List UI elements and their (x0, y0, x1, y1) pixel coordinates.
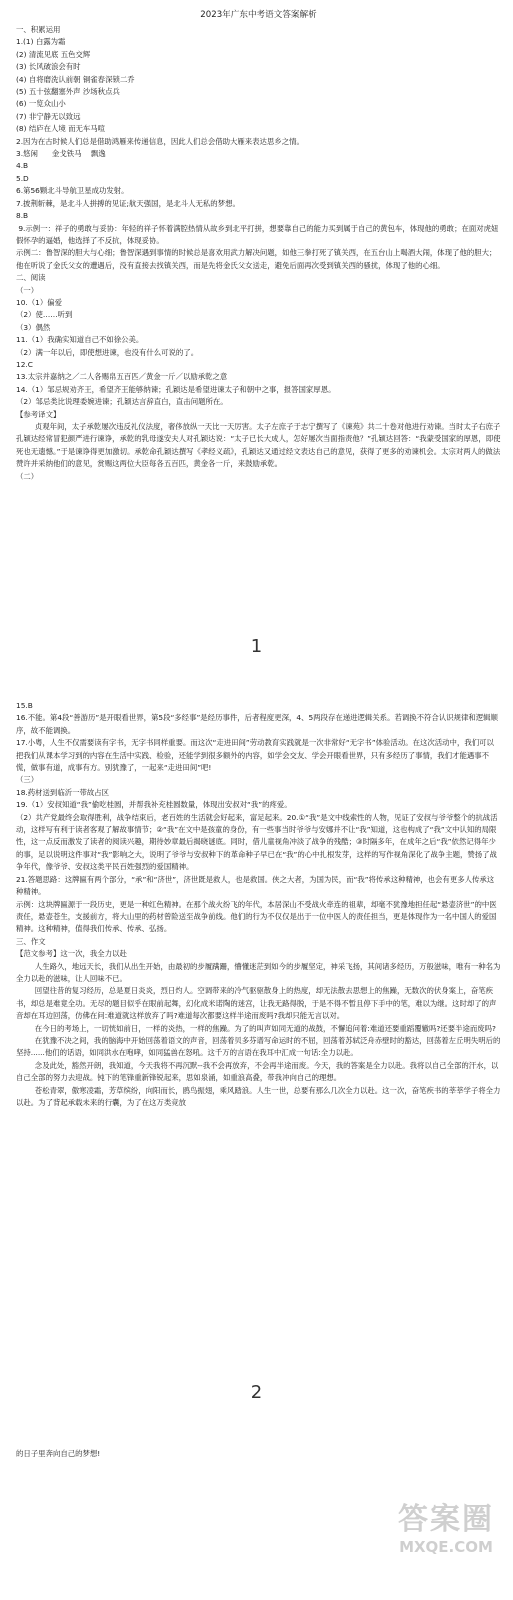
page-1-lines (16, 24, 501, 483)
text-line: 人生路久，地远天长，我们从出生开始，由最初的步履蹒跚，懵懂迷茫到如今的步履坚定，神采飞扬，其间诸多经历，万般滋味，唯有一种名为全力以赴的滋味，让人回味不已。 (16, 961, 501, 983)
text-line: (8) 结庐在人境 而无车马喧 (16, 124, 106, 134)
text-line: （二） (16, 471, 39, 481)
site-watermark (391, 1502, 501, 1592)
page-3-lines (16, 1448, 501, 1460)
document-page-3 (0, 1448, 513, 1600)
watermark-logo-text: 答案圈 (398, 1502, 494, 1537)
text-line: 回望往昔的复习经历，总是夏日炎炎，烈日灼人。空调带来的冷气驱驱散身上的热度，却无法散去思想上的焦躁，无数次的伏身案上，奋笔疾书，却总是难竟全功。无尽的题目似乎在眼前起舞，幻化成米诺陶的迷宫，让我无路得脱，于是不得不暂且停下手中的笔，难以为继。这时却了的声音却在耳边回荡，仿佛在问:难道就这样放弃了吗?难道每次都要这样半途而废吗?我却只能无言以对。 (16, 986, 497, 1021)
text-line: 6.第56颗北斗导航卫星成功发射。 (16, 186, 129, 196)
text-line: 19.（1）安叔知道“我”偷吃桂圆，并帮我补充桂圆数量，体现出安叔对“我”的疼爱。 (16, 800, 292, 810)
text-line: （2）满一年以后，即使想进谏，也没有什么可说的了。 (16, 347, 199, 357)
text-line: (6) 一览众山小 (16, 99, 66, 109)
text-line: 10.（1）偏爱 (16, 297, 63, 307)
text-line: 18.药材送到临沂一带故占区 (16, 787, 110, 797)
text-line: 【范文参考】这一次，我全力以赴 (16, 949, 127, 959)
text-line: 【参考译文】 (16, 409, 61, 419)
page-2-lines (16, 700, 501, 1109)
text-line: 念及此处，豁然开朗，我知道，今天我将不再沉默--我不会再放弃，不会再半途而废。今天，我的答案是全力以赴。我将以自己全部的汗水，以自己全部的努力去迎战。钝下的笔锋重新锋锐起来，思如泉涌，如重浪高叠，带我冲向自己的理想。 (16, 1060, 499, 1083)
text-line: 苍松青翠，傲寒凌霜，芳草缤纷，向阳而长，鸥鸟振翅，乘风踏浪。人生一世，总要有那么几次全力以赴。这一次，奋笔疾书的莘莘学子将全力以赴。为了背起承载未来的行囊，为了在这万类竞放 (16, 1085, 501, 1107)
text-line: (5) 五十弦翻塞外声 沙场秋点兵 (16, 87, 120, 97)
text-line: 15.B (16, 701, 33, 710)
text-line: 7.披荆斩棘，是北斗人拼搏的见证;航天强国，是北斗人无私的梦想。 (16, 198, 240, 208)
text-line: 在犹豫不决之间，我的脑海中开始回荡着语文的声音，回荡着贝多芬谱写命运时的不屈，回荡着苏轼泛舟赤壁时的豁达，回荡着左丘明失明后的坚持......他们的话语，如同洪水在咆哮，如同猛兽在怒吼。这千万的言语在我耳中汇成一句话:全力以赴。 (16, 1035, 501, 1058)
text-line: 11.（1）我确实知道自己不如徐公美。 (16, 335, 144, 345)
text-line: (3) 长风破浪会有时 (16, 62, 81, 72)
watermark-url-text: MXQE.COM (399, 1538, 493, 1556)
text-line: 4.B (16, 161, 29, 171)
text-line: 三、作文 (16, 936, 46, 946)
text-line: 8.B (16, 211, 29, 221)
text-line: 贞观年间，太子承乾屡次违反礼仪法度，奢侈放纵一天比一天厉害。太子左庶子于志宁撰写了《谏苑》共二十卷对他进行劝谏。当时太子右庶子孔颖达经常冒犯颜严进行谏诤，承乾的乳母遂安夫人对孔颖达说：“太子已长大成人，怎好屡次当面指责他？”孔颖达回答：“我蒙受国家的厚恩，即使死也无遗憾。”于是谏诤得更加激切。承乾命孔颖达撰写《孝经义疏》，孔颖达又通过经文表达自己的意见，获得了更多的劝谏机会。太宗对两人的做法赞许并采纳他们的意见，赏赐这两位大臣每各五百匹，黄金各一斤，来鼓励承乾。 (16, 422, 501, 469)
page-1-body (0, 8, 513, 483)
text-line: （2）使……听到 (16, 310, 73, 320)
text-line: 在今日的考场上，一切恍如前日，一样的炎热，一样的焦躁。为了的叫声如同无道的战鼓，不懈追问着:难道还要重蹈覆辙吗?还要半途而废吗? (16, 1023, 496, 1033)
text-line: 3.悠闲 金戈铁马 飘逸 (16, 149, 106, 159)
page-number-2: 2 (250, 1382, 263, 1403)
text-line: (4) 自将磨洗认前朝 铜雀春深锁二乔 (16, 74, 135, 84)
text-line: 17.小粤，人生不仅需要读有字书，无字书同样重要。而这次“走进田间”劳动教育实践就是一次非常好“无字书”体验活动。在这次活动中，我们可以把我们从课本学习到的内容在生活中实践、检验，还能学到很多额外的内容，如学会交友、学会开眼看世界，只有多经历了事情，我们才能遇事不慌，做事有道，成事有方。别犹豫了，一起来“走进田间”吧! (16, 738, 494, 773)
text-line: 12.C (16, 359, 33, 369)
text-line: （2）共产党最终会取得胜利，战争结束后，老百姓的生活就会好起来，富足起来。20.①“我”是文中线索性的人物，见证了安叔与爷爷整个的抗战活动，这样写有利于读者客观了解故事情节；②“我”在文中是孩童的身份，有一些事当时爷爷与安娜并不让“我”知道，这也构成了“我”文中认知的局限性，这一点反而激发了读者的阅读兴趣，期待妙章最后揭晓谜底。同时，借儿童视角冲淡了战争的残酷；③时隔多年，在成年之后“我”依然记得年少的事，足以说明这件事对“我”影响之大，说明了爷爷与安叔种下的革命种子早已在“我”的心中扎根发芽，这样的写作视角深化了战争主题，赞扬了战争年代，像爷爷、安叔这类平民百姓强烈的爱国精神。 (16, 812, 498, 872)
page-3-body (0, 1448, 513, 1460)
text-line: 1.(1) 白露为霜 (16, 37, 66, 47)
text-line: 二、阅读 (16, 273, 46, 283)
text-line: 14.（1）邹忌规劝齐王，希望齐王能够纳谏；孔颖达是希望进谏太子和朝中之事，报答国家厚恩。 (16, 384, 336, 394)
document-page-2 (0, 700, 513, 1440)
document-title: 2023年广东中考语文答案解析 (200, 10, 317, 20)
text-line: 2.因为在古时候人们总是借助鸿雁来传递信息，因此人们总会借助大雁来表达思乡之情。 (16, 136, 304, 146)
text-line: 示例二：鲁智深的胆大与心细；鲁智深遇到事情的时候总是喜欢用武力解决问题，如他三拳打死了镇关西，在五台山上喝酒大闹，体现了他的胆大；他在听说了金氏父女的遭遇后，没有直接去找镇关西，而是先将金氏父女送走，避免后面再次受到镇关西的骚扰，体现了他的心细。 (16, 248, 497, 270)
text-line: 9.示例一：祥子的勇敢与妥协：年轻的祥子怀着满腔热情从故乡到北平打拼，想要靠自己的能力买到属于自己的黄包车，体现他的勇敢；在面对虎妞假怀孕的逼婚，他选择了不反抗，体现妥协。 (16, 223, 499, 245)
text-line: 的日子里奔向自己的梦想! (16, 1449, 101, 1458)
document-page-1 (0, 0, 513, 690)
text-line: （一） (16, 285, 39, 295)
page-2-body (0, 700, 513, 1109)
text-line: (7) 非宁静无以致远 (16, 111, 81, 121)
page-number-1: 1 (250, 636, 263, 657)
text-line: 一、积累运用 (16, 25, 61, 34)
text-line: 5.D (16, 173, 29, 183)
text-line: 示例：这块牌匾源于一段历史，更是一种红色精神。在那个战火纷飞的年代，本居深山不受战火牵连的祖辈，却毫不犹豫地担任起“悬壶济世”的中医责任，悬壶苍生，支援前方，将大山里的药材曾险送至战争前线。他们的行为不仅仅是出于一位中医人的责任担当，更是体现作为一名中国人的爱国精神。这种精神，值得我们传承、传承、弘扬。 (16, 899, 497, 934)
text-line: 16.不能。第4段“善游历”是开眼看世界，第5段“多经事”是经历事件，后者程度更深，4、5两段存在递进逻辑关系。若调换不符合认识规律和逻辑顺序，故不能调换。 (16, 713, 498, 735)
text-line: （2）邹忌类比说理委婉进谏；孔颖达言辞直白，直击问题所在。 (16, 397, 228, 407)
text-line: （三） (16, 775, 39, 785)
text-line: （3）偶然 (16, 322, 51, 332)
text-line: (2) 清流见底 五色交辉 (16, 49, 91, 59)
text-line: 21.答题思路：这牌匾有两个部分，“承”和“济世”，济世既是救人，也是救国。侠之大者，为国为民，而“我”将传承这种精神，也会有更多人传承这种精神。 (16, 874, 495, 897)
text-line: 13.太宗并嘉纳之／二人各赐帛五百匹／黄金一斤／以励承乾之意 (16, 372, 228, 382)
